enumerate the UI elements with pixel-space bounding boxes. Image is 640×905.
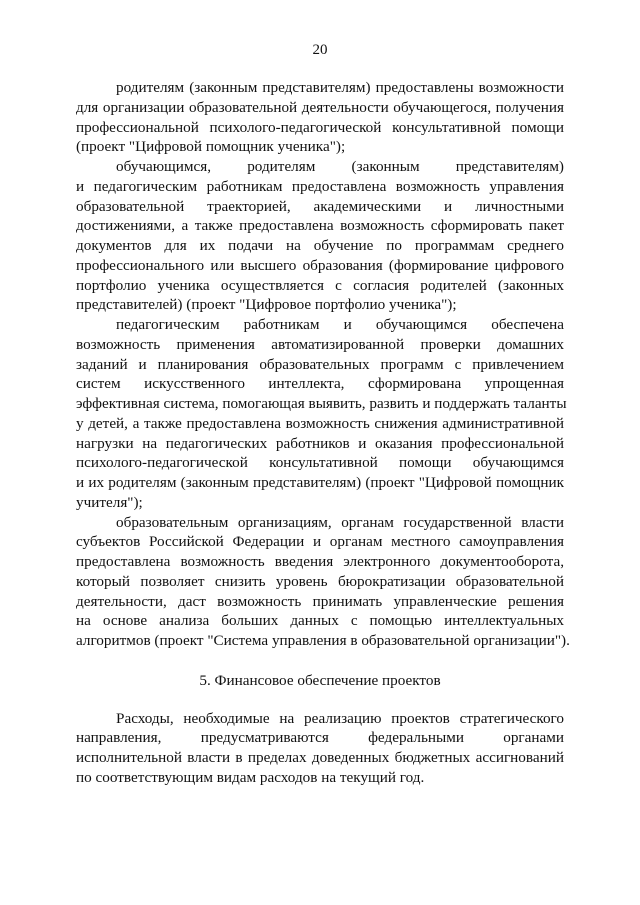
text-line: который позволяет снизить уровень бюрократизации образовательной xyxy=(76,572,564,590)
section-heading: 5. Финансовое обеспечение проектов xyxy=(199,671,441,689)
body-text xyxy=(76,78,570,651)
text-line: и их родителям (законным представителям) (проект "Цифровой помощник xyxy=(76,474,564,491)
text-line: заданий и планирования образовательных программ с привлечением xyxy=(76,355,564,373)
text-line: профессионального или высшего образования (формирование цифрового xyxy=(76,256,564,274)
text-line: деятельности, даст возможность принимать управленческие решения xyxy=(76,592,564,610)
text-line: профессиональной психолого-педагогической консультативной помощи xyxy=(76,118,564,136)
text-line: предоставлена возможность введения электронного документооборота, xyxy=(76,553,564,570)
text-line: на основе анализа больших данных с помощью интеллектуальных xyxy=(76,612,564,630)
text-line: у детей, а также предоставлена возможность снижения административной xyxy=(76,414,564,432)
text-line: родителям (законным представителям) предоставлены возможности xyxy=(116,79,564,96)
text-line: по соответствующим видам расходов на текущий год. xyxy=(76,768,425,786)
text-line: субъектов Российской Федерации и органам местного самоуправления xyxy=(76,533,564,551)
page-content xyxy=(76,78,570,788)
text-line: эффективная система, помогающая выявить, развить и поддержать таланты xyxy=(76,395,567,412)
text-line: систем искусственного интеллекта, сформирована упрощенная xyxy=(76,375,564,393)
text-line: возможность применения автоматизированной проверки домашних xyxy=(76,335,564,353)
closing-paragraph xyxy=(76,709,564,788)
text-line: Расходы, необходимые на реализацию проектов стратегического xyxy=(116,709,564,727)
text-line: для организации образовательной деятельности обучающегося, получения xyxy=(76,98,564,116)
paragraph xyxy=(76,315,567,513)
text-line: образовательной траекторией, академическими и личностными xyxy=(76,197,564,215)
text-line: представителей) (проект "Цифровое портфолио ученика"); xyxy=(76,296,457,314)
paragraph xyxy=(76,157,564,315)
paragraph xyxy=(76,513,570,651)
text-line: учителя"); xyxy=(76,493,143,511)
text-line: психолого-педагогической консультативной помощи обучающимся xyxy=(76,454,564,472)
page-number: 20 xyxy=(312,42,328,58)
spacer xyxy=(76,691,564,709)
paragraph xyxy=(76,78,564,157)
text-line: исполнительной власти в пределах доведенных бюджетных ассигнований xyxy=(76,749,564,766)
text-line: документов для их подачи на обучение по программам среднего xyxy=(76,237,564,254)
text-line: обучающимся, родителям (законным представителям) xyxy=(116,158,564,175)
text-line: и педагогическим работникам предоставлена возможность управления xyxy=(76,177,564,195)
text-line: алгоритмов (проект "Система управления в образовательной организации"). xyxy=(76,632,570,649)
paragraph xyxy=(76,709,564,788)
text-line: образовательным организациям, органам государственной власти xyxy=(116,513,564,531)
text-line: направления, предусматриваются федеральными органами xyxy=(76,729,564,747)
text-line: портфолио ученика осуществляется с согласия родителей (законных xyxy=(76,276,564,294)
text-line: нагрузки на педагогических работников и оказания профессиональной xyxy=(76,434,564,452)
text-line: (проект "Цифровой помощник ученика"); xyxy=(76,138,346,156)
text-line: педагогическим работникам и обучающимся обеспечена xyxy=(116,316,564,333)
text-line: достижениями, а также предоставлена возможность сформировать пакет xyxy=(76,217,564,235)
